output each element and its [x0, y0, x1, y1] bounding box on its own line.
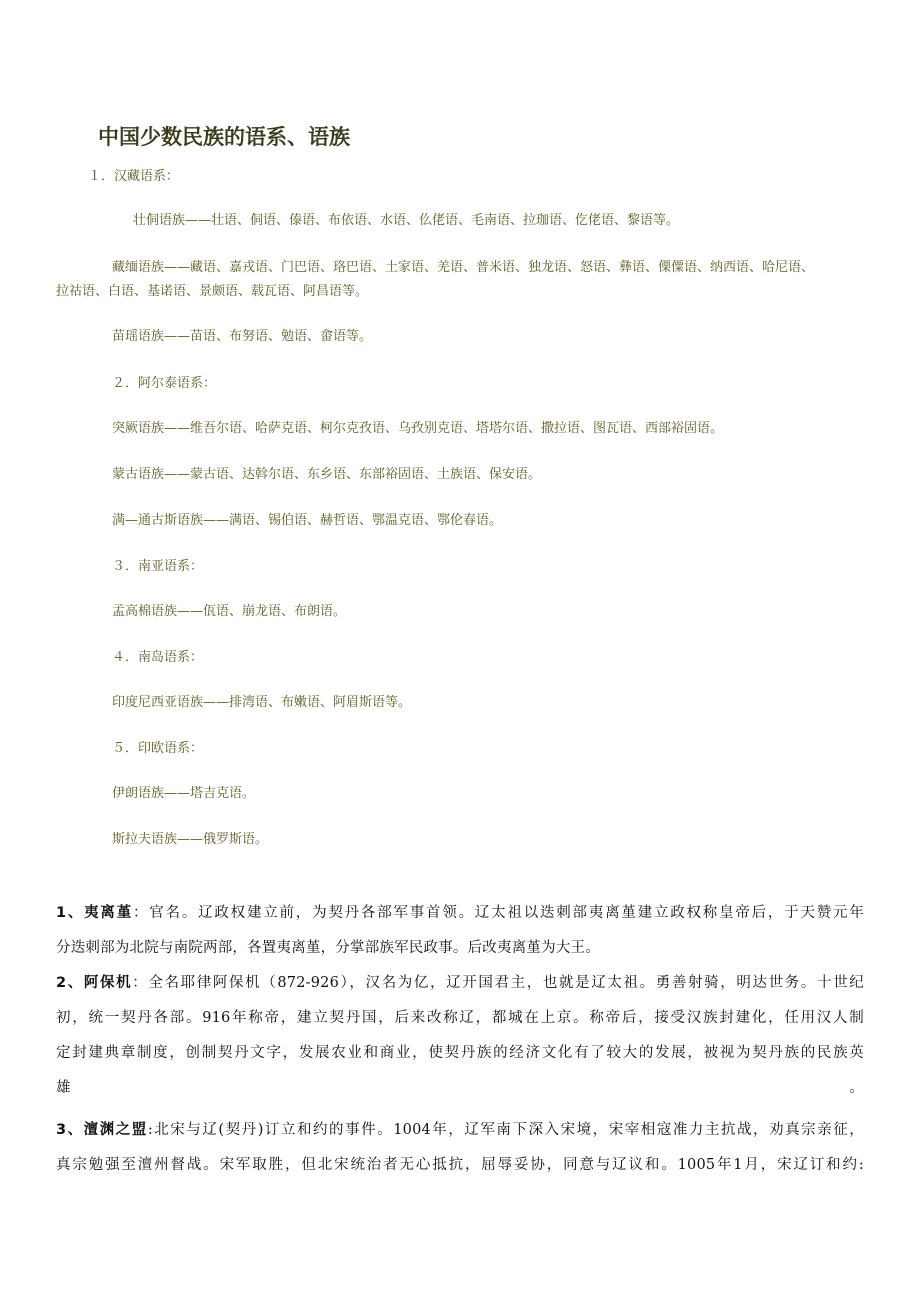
glossary-text: ：全名耶律阿保机（872-926），汉名为亿，辽开国君主，也就是辽太祖。勇善射骑，明达世务。十世纪 [132, 975, 864, 991]
branch-miao-yao: 苗瑶语族——苗语、布努语、勉语、畲语等。 [112, 329, 373, 344]
family-heading-austroasiatic: ３．南亚语系： [112, 559, 204, 574]
glossary-text: :北宋与辽(契丹)订立和约的事件。1004年，辽军南下深入宋境，宋宰相寇准力主抗战，劝真宗亲征， [147, 1122, 865, 1138]
branch-slavic: 斯拉夫语族——俄罗斯语。 [112, 832, 269, 847]
glossary-entry-yilijin [56, 903, 864, 923]
glossary-term: 1、夷离堇 [56, 905, 133, 921]
glossary-entry-abaoji [56, 973, 864, 993]
glossary-term: 3、澶渊之盟 [56, 1122, 148, 1138]
branch-mon-khmer: 孟高棉语族——佤语、崩龙语、布朗语。 [112, 604, 347, 619]
page-title: 中国少数民族的语系、语族 [98, 125, 350, 149]
glossary-term: 2、阿保机 [56, 975, 133, 991]
branch-manchu-tungusic: 满—通古斯语族——满语、锡伯语、赫哲语、鄂温克语、鄂伦春语。 [112, 513, 503, 528]
branch-turkic: 突厥语族——维吾尔语、哈萨克语、柯尔克孜语、乌孜别克语、塔塔尔语、撒拉语、图瓦语、西部裕固语。 [112, 421, 724, 436]
glossary-line: 雄。 [56, 1080, 864, 1096]
glossary-entry-chanyuan [56, 1120, 864, 1140]
branch-iranian: 伊朗语族——塔吉克语。 [112, 786, 256, 801]
glossary-line: 初，统一契丹各部。916年称帝，建立契丹国，后来改称辽，都城在上京。称帝后，接受汉族封建化，任用汉人制 [56, 1010, 864, 1026]
family-heading-sino-tibetan: １．汉藏语系： [88, 169, 180, 184]
family-heading-altaic: ２．阿尔泰语系： [112, 376, 217, 391]
glossary-line: 真宗勉强至澶州督战。宋军取胜，但北宋统治者无心抵抗，屈辱妥协，同意与辽议和。1005年1月，宋辽订和约: [56, 1157, 864, 1173]
glossary-line: 定封建典章制度，创制契丹文字，发展农业和商业，使契丹族的经济文化有了较大的发展，被视为契丹族的民族英 [56, 1045, 864, 1061]
glossary-text: ：官名。辽政权建立前，为契丹各部军事首领。辽太祖以迭刺部夷离堇建立政权称皇帝后，于天赞元年 [133, 905, 865, 921]
branch-zhuang-dong: 壮侗语族——壮语、侗语、傣语、布依语、水语、仫佬语、毛南语、拉珈语、仡佬语、黎语等。 [133, 213, 680, 228]
branch-indonesian: 印度尼西亚语族——排湾语、布嫩语、阿眉斯语等。 [112, 695, 412, 710]
branch-tibeto-burman: 藏缅语族——藏语、嘉戎语、门巴语、珞巴语、土家语、羌语、普米语、独龙语、怒语、彝语、傈僳语、纳西语、哈尼语、 [112, 260, 815, 275]
branch-tibeto-burman-cont: 拉祜语、白语、基诺语、景颇语、载瓦语、阿昌语等。 [56, 284, 369, 299]
glossary-line: 分迭刺部为北院与南院两部，各置夷离堇，分掌部族军民政事。后改夷离堇为大王。 [56, 940, 600, 956]
family-heading-austronesian: ４．南岛语系： [112, 650, 204, 665]
family-heading-indo-european: ５．印欧语系： [112, 741, 204, 756]
branch-mongolic: 蒙古语族——蒙古语、达斡尔语、东乡语、东部裕固语、土族语、保安语。 [112, 467, 542, 482]
